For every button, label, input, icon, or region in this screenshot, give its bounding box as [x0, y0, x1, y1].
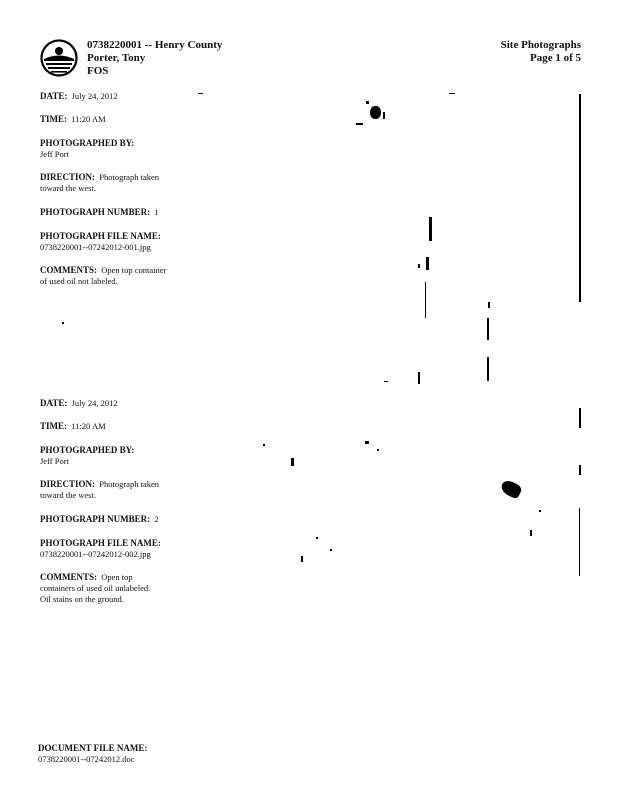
scan-artifact-dot — [488, 302, 490, 308]
date-value: July 24, 2012 — [71, 91, 118, 101]
scan-artifact-line — [487, 357, 489, 381]
photographed-by-value: Jeff Port — [40, 149, 69, 159]
scan-artifact-line — [425, 282, 426, 318]
photo-file-row — [40, 231, 161, 253]
header-fos: FOS — [87, 65, 109, 77]
scan-artifact-dot — [356, 123, 363, 125]
scan-artifact-dot — [198, 93, 203, 94]
comments-label: COMMENTS: — [40, 265, 97, 275]
document-file-block — [38, 743, 147, 765]
photographed-by-label: PHOTOGRAPHED BY: — [40, 445, 135, 455]
scan-artifact-dot — [365, 441, 369, 444]
photo-time-row — [40, 114, 106, 125]
photo-comments-row — [40, 572, 150, 605]
header-doc-title: Site Photographs — [500, 39, 581, 51]
photo-number-label: PHOTOGRAPH NUMBER: — [40, 514, 151, 524]
date-value: July 24, 2012 — [71, 398, 118, 408]
header-owner: Porter, Tony — [87, 52, 146, 64]
date-label: DATE: — [40, 398, 68, 408]
direction-value-line1: Photograph taken — [99, 479, 159, 489]
photo-file-row — [40, 538, 161, 560]
photo-number-label: PHOTOGRAPH NUMBER: — [40, 207, 151, 217]
scan-artifact-dot — [366, 101, 369, 104]
scan-artifact-line — [579, 465, 581, 475]
photographed-by-label: PHOTOGRAPHED BY: — [40, 138, 135, 148]
scan-artifact-line — [418, 372, 420, 384]
photo-direction-row — [40, 479, 159, 501]
photo-file-value: 0738220001--07242012-001.jpg — [40, 242, 151, 252]
time-value: 11:20 AM — [71, 114, 106, 124]
photo-file-label: PHOTOGRAPH FILE NAME: — [40, 538, 161, 548]
photographed-by-value: Jeff Port — [40, 456, 69, 466]
direction-value-line2: toward the west. — [40, 183, 96, 193]
time-value: 11:20 AM — [71, 421, 106, 431]
document-file-value: 0738220001--07242012.doc — [38, 754, 135, 764]
photo-number-row — [40, 207, 159, 218]
header-page-number: Page 1 of 5 — [529, 52, 581, 64]
photo-file-label: PHOTOGRAPH FILE NAME: — [40, 231, 161, 241]
header-site-id: 0738220001 -- Henry County — [87, 39, 223, 51]
scan-artifact-dot — [316, 537, 318, 539]
header-block — [87, 39, 222, 78]
scan-artifact-line — [579, 408, 581, 428]
direction-value-line1: Photograph taken — [99, 172, 159, 182]
comments-line1: Open top container — [101, 265, 167, 275]
photo-comments-row — [40, 265, 166, 287]
scan-artifact-dot — [301, 556, 303, 562]
comments-label: COMMENTS: — [40, 572, 97, 582]
direction-label: DIRECTION: — [40, 172, 96, 182]
document-file-label: DOCUMENT FILE NAME: — [38, 743, 148, 753]
photo-number-value: 1 — [154, 207, 159, 217]
time-label: TIME: — [40, 114, 67, 124]
comments-line1: Open top — [101, 572, 133, 582]
photo-time-row — [40, 421, 106, 432]
photo-file-value: 0738220001--07242012-002.jpg — [40, 549, 151, 559]
photo-number-value: 2 — [154, 514, 159, 524]
scan-artifact-dot — [449, 93, 455, 94]
photo-by-row — [40, 445, 134, 467]
scan-artifact-line — [429, 217, 432, 241]
scan-artifact-dot — [384, 381, 388, 382]
photo-date-row — [40, 91, 118, 102]
photo-direction-row — [40, 172, 159, 194]
scan-artifact-line — [426, 257, 429, 270]
state-seal-icon — [40, 39, 78, 82]
scan-artifact-dot — [62, 322, 64, 324]
scan-artifact-dot — [383, 112, 385, 119]
scan-artifact-dot — [263, 444, 265, 446]
scan-artifact-dot — [291, 458, 294, 466]
date-label: DATE: — [40, 91, 68, 101]
scan-artifact-dot — [330, 549, 332, 551]
photo-date-row — [40, 398, 118, 409]
scan-artifact-dot — [377, 449, 379, 451]
header-right — [501, 39, 581, 65]
direction-value-line2: toward the west. — [40, 490, 96, 500]
scan-artifact-blob — [499, 478, 523, 499]
scan-artifact-dot — [530, 530, 532, 536]
comments-line3: Oil stains on the ground. — [40, 594, 124, 604]
scan-artifact-dot — [539, 510, 541, 512]
direction-label: DIRECTION: — [40, 479, 96, 489]
scan-artifact-dot — [418, 264, 420, 268]
time-label: TIME: — [40, 421, 67, 431]
scan-artifact-line — [579, 508, 580, 576]
photo-by-row — [40, 138, 134, 160]
scan-artifact-line — [487, 318, 489, 340]
comments-line2: of used oil not labeled. — [40, 276, 118, 286]
comments-line2: containers of used oil unlabeled. — [40, 583, 151, 593]
scan-artifact-blob — [370, 106, 381, 119]
photo-number-row — [40, 514, 159, 525]
scan-artifact-line — [579, 94, 581, 302]
